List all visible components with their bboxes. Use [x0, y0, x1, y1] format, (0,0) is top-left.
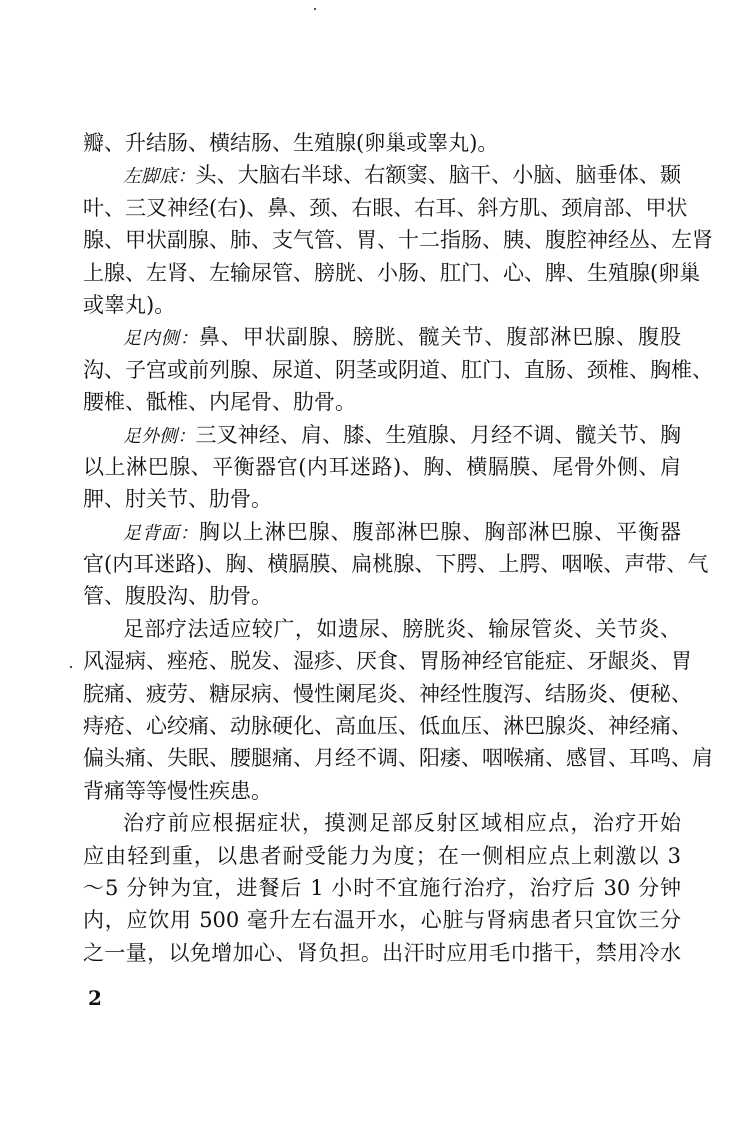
text-line: 足部疗法适应较广，如遗尿、膀胱炎、输尿管炎、关节炎、 — [123, 616, 681, 641]
text-line: 内，应饮用 500 毫升左右温开水，心脏与肾病患者只宜饮三分 — [83, 908, 681, 933]
text-line: 背痛等等慢性疾患。 — [83, 778, 272, 803]
section-label: 左脚底： — [123, 166, 196, 188]
text-line: 上腺、左肾、左输尿管、膀胱、小肠、肛门、心、脾、生殖腺(卵巢 — [83, 260, 701, 285]
text-line: 沟、子宫或前列腺、尿道、阴茎或阴道、肛门、直肠、颈椎、胸椎、 — [83, 357, 713, 382]
text-line: 偏头痛、失眠、腰腿痛、月经不调、阳痿、咽喉痛、感冒、耳鸣、肩 — [83, 746, 713, 771]
text-line: 腰椎、骶椎、内尾骨、肋骨。 — [83, 390, 356, 415]
page-body — [83, 127, 713, 969]
text-line: 脘痛、疲劳、糖尿病、慢性阑尾炎、神经性腹泻、结肠炎、便秘、 — [83, 681, 692, 706]
text-line: 风湿病、痤疮、脱发、湿疹、厌食、胃肠神经官能症、牙龈炎、胃 — [83, 649, 692, 674]
text-line: 或睾丸)。 — [83, 292, 176, 317]
section-label: 足背面： — [123, 522, 199, 544]
text-line: 胛、肘关节、肋骨。 — [83, 487, 272, 512]
text-line: 应由轻到重，以患者耐受能力为度；在一侧相应点上刺激以 3 — [83, 843, 681, 868]
text-line: ～5 分钟为宜，进餐后 1 小时不宜施行治疗，治疗后 30 分钟 — [83, 875, 681, 900]
page-number: 2 — [88, 986, 102, 1010]
text-line: 足外侧：三叉神经、肩、膝、生殖腺、月经不调、髋关节、胸 — [123, 422, 682, 447]
section-label: 足外侧： — [123, 425, 196, 447]
scan-speck — [70, 666, 72, 668]
text-line: 以上淋巴腺、平衡器官(内耳迷路)、胸、横膈膜、尾骨外侧、肩 — [83, 454, 681, 479]
text-line: 之一量，以免增加心、肾负担。出汗时应用毛巾揩干，禁用冷水 — [83, 940, 681, 965]
scan-mark — [314, 8, 316, 10]
text-line: 叶、三叉神经(右)、鼻、颈、右眼、右耳、斜方肌、颈肩部、甲状 — [83, 195, 688, 220]
text-line: 痔疮、心绞痛、动脉硬化、高血压、低血压、淋巴腺炎、神经痛、 — [83, 714, 692, 739]
text-line: 左脚底：头、大脑右半球、右额窦、脑干、小脑、脑垂体、颞 — [123, 163, 682, 188]
text-line: 治疗前应根据症状，摸测足部反射区域相应点，治疗开始 — [123, 811, 681, 836]
text-line: 腺、甲状副腺、肺、支气管、胃、十二指肠、胰、腹腔神经丛、左肾 — [83, 228, 713, 253]
section-label: 足内侧： — [123, 328, 199, 350]
text-line: 足背面：胸以上淋巴腺、腹部淋巴腺、胸部淋巴腺、平衡器 — [123, 519, 682, 544]
text-line: 瓣、升结肠、横结肠、生殖腺(卵巢或睾丸)。 — [83, 131, 499, 155]
text-line: 管、腹股沟、肋骨。 — [83, 584, 272, 609]
text-line: 足内侧：鼻、甲状副腺、膀胱、髋关节、腹部淋巴腺、腹股 — [123, 325, 682, 350]
text-line: 官(内耳迷路)、胸、横膈膜、扁桃腺、下腭、上腭、咽喉、声带、气 — [83, 552, 709, 577]
